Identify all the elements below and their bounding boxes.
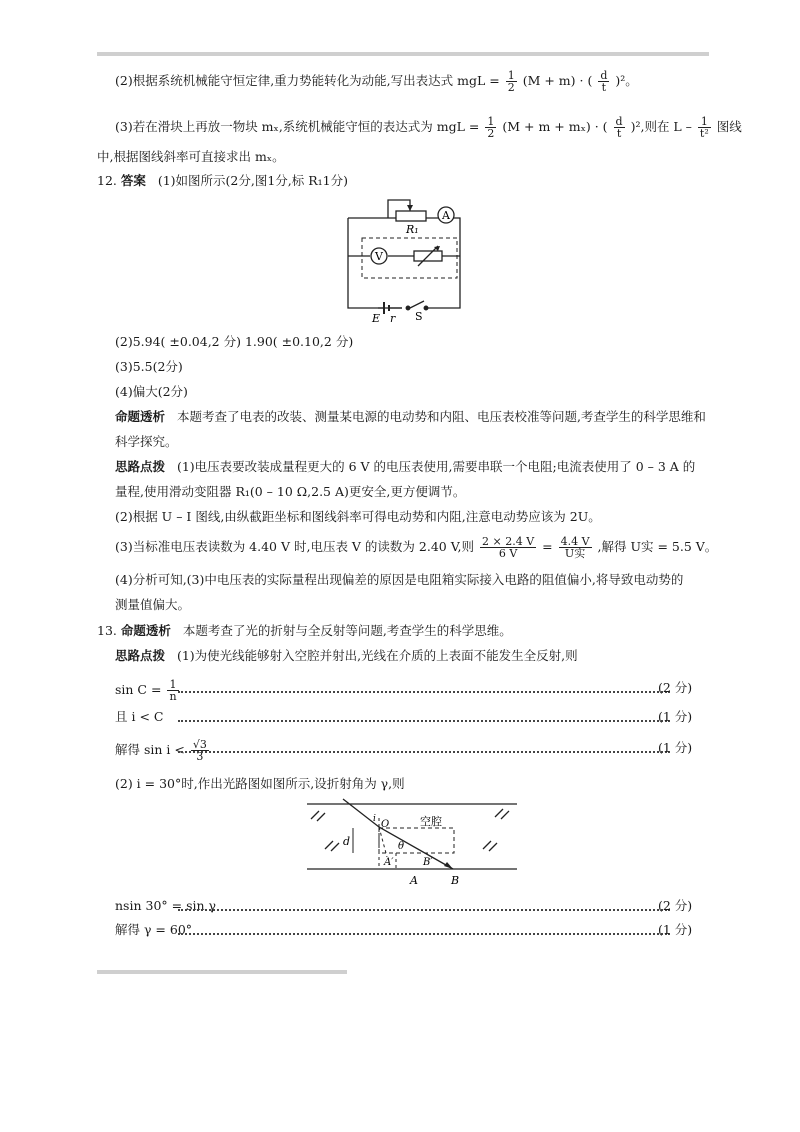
q12-intent-text: 本题考查了电表的改装、测量某电源的电动势和内阻、电压表校准等问题,考查学生的科学思维和 bbox=[176, 409, 706, 424]
part3-line bbox=[115, 116, 742, 139]
q12-tips1b: 量程,使用滑动变阻器 R₁(0 – 10 Ω,2.5 A)更安全,更方便调节。 bbox=[115, 484, 466, 499]
q12-intent-line2: 科学探究。 bbox=[115, 434, 178, 449]
internal-r-label: r bbox=[390, 312, 396, 325]
top-rule bbox=[97, 52, 709, 56]
q13-score2: (1 分) bbox=[658, 709, 693, 724]
q13-light-path-diagram bbox=[295, 797, 525, 889]
q13-eq2: 且 i < C bbox=[115, 709, 164, 724]
part3-frac3: $\frac{1}{\text{t²}}$ bbox=[699, 115, 709, 140]
part2-frac2: $\frac{d}{t}$ bbox=[600, 69, 608, 94]
q12-number: 12. bbox=[97, 173, 117, 188]
q12-tips bbox=[115, 458, 695, 476]
part3-frac1: $\frac{1}{2}$ bbox=[487, 115, 495, 140]
q13-intent-label: 命题透析 bbox=[120, 623, 171, 638]
part2-frac1: $\frac{1}{2}$ bbox=[507, 69, 515, 94]
q13-score1: (2 分) bbox=[658, 680, 693, 695]
slider-arrow-icon bbox=[407, 205, 413, 211]
q12-intent bbox=[115, 408, 706, 426]
q12-tips-label: 思路点拨 bbox=[115, 459, 166, 474]
q12-tips3: (3)当标准电压表读数为 4.40 V 时,电压表 V 的读数为 2.40 V,则 $\frac{2 \times 2.4 V}{6 V}$ = $\frac{4.4 V}{\text{U实}}$ ,解得 U实 = 5.5 V。 bbox=[115, 535, 718, 560]
part2-end: )²。 bbox=[615, 73, 638, 88]
q13-score5: (1 分) bbox=[658, 922, 693, 937]
emf-label: E bbox=[372, 312, 381, 325]
q13-leader-3 bbox=[178, 751, 670, 753]
q13-tips-label: 思路点拨 bbox=[115, 648, 166, 663]
part2-mid: (M + m) · ( bbox=[522, 73, 593, 88]
q12-tips4: (4)分析可知,(3)中电压表的实际量程出现偏差的原因是电阻箱实际接入电路的阻值偏小,将导致电动势的 bbox=[115, 572, 684, 587]
q12-tips2: (2)根据 U – I 图线,由纵截距坐标和图线斜率可得电动势和内阻,注意电动势应该为 2U。 bbox=[115, 509, 601, 524]
q13-eq4: nsin 30° = sin γ bbox=[115, 898, 216, 913]
point-o-label: O bbox=[381, 819, 390, 830]
q13-eq3-frac: $\frac{√3}{3}$ bbox=[192, 738, 207, 763]
point-a-prime-label: A′ bbox=[384, 857, 394, 868]
q13-intent bbox=[97, 622, 512, 640]
q12-tips3a: (3)当标准电压表读数为 4.40 V 时,电压表 V 的读数为 2.40 V,则 bbox=[115, 539, 475, 554]
point-b-prime-label: B′ bbox=[423, 857, 433, 868]
q13-number: 13. bbox=[97, 623, 117, 638]
q12-a3: (3)5.5(2分) bbox=[115, 359, 183, 374]
q12-intent-label: 命题透析 bbox=[115, 409, 166, 424]
q13-tips bbox=[115, 647, 578, 665]
q12-tips1: (1)电压表要改装成量程更大的 6 V 的电压表使用,需要串联一个电阻;电流表使用了 0 – 3 A 的 bbox=[176, 459, 696, 474]
part2-text: (2)根据系统机械能守恒定律,重力势能转化为动能,写出表达式 mgL = bbox=[115, 73, 500, 88]
q12-tips3-frac2: $\frac{4.4 V}{\text{U实}}$ bbox=[560, 535, 590, 560]
part3-tail: 图线 bbox=[716, 119, 742, 134]
part3-line2: 中,根据图线斜率可直接求出 mₓ。 bbox=[97, 149, 285, 164]
q13-eq5: 解得 γ = 60° bbox=[115, 922, 193, 937]
q13-score3: (1 分) bbox=[658, 740, 693, 755]
q12-answer-line bbox=[97, 172, 348, 190]
q13-tips1: (1)为使光线能够射入空腔并射出,光线在介质的上表面不能发生全反射,则 bbox=[176, 648, 578, 663]
q13-eq1 bbox=[115, 679, 181, 702]
angle-theta-label: θ bbox=[398, 841, 405, 852]
part3-end: )²,则在 L – bbox=[630, 119, 692, 134]
q13-eq3-text: 解得 sin i < bbox=[115, 742, 185, 757]
cavity-label: 空腔 bbox=[420, 815, 442, 828]
q13-score4: (2 分) bbox=[658, 898, 693, 913]
q12-tips3-frac1: $\frac{2 \times 2.4 V}{6 V}$ bbox=[482, 535, 535, 560]
part3-frac2: $\frac{d}{t}$ bbox=[615, 115, 623, 140]
q13-intent-text: 本题考查了光的折射与全反射等问题,考查学生的科学思维。 bbox=[182, 623, 512, 638]
ammeter-label: A bbox=[442, 209, 450, 222]
point-b-label: B bbox=[451, 874, 460, 887]
part3-mid: (M + m + mₓ) · ( bbox=[502, 119, 608, 134]
r1-label: R₁ bbox=[406, 223, 419, 236]
q12-answer-text: (1)如图所示(2分,图1分,标 R₁1分) bbox=[157, 173, 348, 188]
q13-leader-5 bbox=[178, 933, 670, 935]
q13-leader-4 bbox=[178, 909, 670, 911]
q13-leader-2 bbox=[178, 720, 670, 722]
point-a-label: A bbox=[410, 874, 418, 887]
angle-i-label: i bbox=[373, 814, 376, 824]
voltmeter-label: V bbox=[375, 250, 383, 263]
ray-arrow-icon bbox=[444, 862, 453, 869]
bottom-rule bbox=[97, 970, 347, 974]
q12-a4: (4)偏大(2分) bbox=[115, 384, 188, 399]
q12-tips4b: 测量值偏大。 bbox=[115, 597, 191, 612]
part3-text: (3)若在滑块上再放一物块 mₓ,系统机械能守恒的表达式为 mgL = bbox=[115, 119, 480, 134]
q12-a2: (2)5.94( ±0.04,2 分) 1.90( ±0.10,2 分) bbox=[115, 334, 354, 349]
q13-eq1-text: sin C = bbox=[115, 682, 162, 697]
part2-line bbox=[115, 70, 638, 93]
q13-part2: (2) i = 30°时,作出光路图如图所示,设折射角为 γ,则 bbox=[115, 776, 405, 791]
q13-leader-1 bbox=[178, 691, 670, 693]
light-ray-line bbox=[343, 799, 453, 869]
q12-circuit-diagram bbox=[330, 190, 480, 325]
q12-answer-label: 答案 bbox=[120, 173, 146, 188]
q13-eq1-frac: $\frac{1}{n}$ bbox=[169, 678, 177, 703]
q12-tips3b: ,解得 U实 = 5.5 V。 bbox=[597, 539, 718, 554]
switch-label: S bbox=[415, 310, 423, 323]
thickness-d-label: d bbox=[343, 835, 351, 848]
